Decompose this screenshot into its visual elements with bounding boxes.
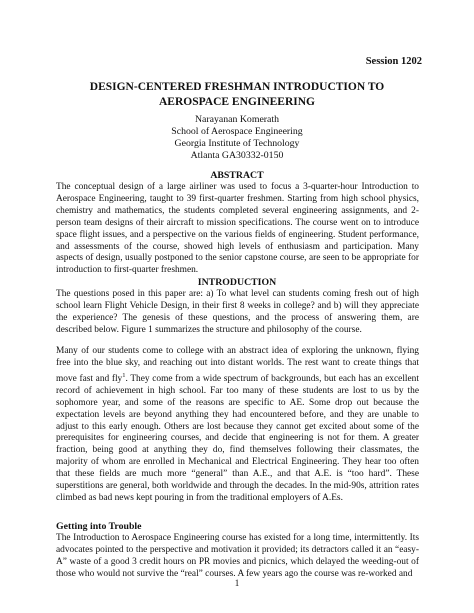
paragraph-2-text-a: Many of our students come to college with an abstract idea of exploring the unknown, flying free into the blue sky, and reaching out into distant worlds. The rest want to create things that move fast and fly xyxy=(56,346,419,384)
paragraph-2-text-b: . They come from a wide spectrum of backgrounds, but each has an excellent record of achievement in high school. Far too many of these students are lost to us by the sophomore year, and some of the reasons are specific to AE. Some drop out because the expectation levels are beyond anything they had encountered before, and they are unable to adjust to this early enough. Others are lost because they cannot get excited about some of the prerequisites for engineering courses, and decide that engineering is not for them. A greater fraction, being good at anything they do, find themselves following their classmates, the majority of whom are enrolled in Mechanical and Electrical Engineering. They hear too often that these fields are much more “general” than A.E., and that A.E. is “too hard”. These superstitions are general, both worldwide and through the decades. In the mid-90s, attrition rates climbed as bad news kept pouring in from the traditional employers of A.Es. xyxy=(56,373,419,503)
author-department: School of Aerospace Engineering xyxy=(171,126,303,137)
section-heading-getting-into-trouble: Getting into Trouble xyxy=(56,521,142,532)
introduction-paragraph-2 xyxy=(56,346,419,505)
page-number: 1 xyxy=(234,578,240,588)
footnote-reference: 1 xyxy=(122,371,126,379)
author-address: Atlanta GA30332-0150 xyxy=(190,150,284,161)
title-line-2: AEROSPACE ENGINEERING xyxy=(158,96,316,108)
paper-title xyxy=(40,80,434,110)
session-label: Session 1202 xyxy=(365,56,422,67)
author-name: Narayanan Komerath xyxy=(194,114,280,125)
title-line-1: DESIGN-CENTERED FRESHMAN INTRODUCTION TO xyxy=(89,81,385,93)
getting-into-trouble-text: The Introduction to Aerospace Engineering course has existed for a long time, intermittently. Its advocates pointed to the perspective and motivation it provided; its detractors called it an “easy-A” waste of a good 3 credit hours on PR movies and picnics, which delayed the weeding-out of those who would not survive the “real” courses. A few years ago the course was re-worked and xyxy=(56,533,419,579)
introduction-paragraph-1: The questions posed in this paper are: a) To what level can students coming fresh out of high school learn Flight Vehicle Design, in their first 8 weeks in college? and b) will they appreciate the experience? The genesis of these questions, and the process of answering them, are described below. Figure 1 summarizes the structure and philosophy of the course. xyxy=(56,289,419,335)
abstract-text: The conceptual design of a large airliner was used to focus a 3-quarter-hour Introduction to Aerospace Engineering, taught to 39 first-quarter freshmen. Starting from high school physics, chemistry and mathematics, the students completed several engineering assignments, and 2-person team designs of their aircraft to mission specifications. The course went on to introduce space flight issues, and a perspective on the various fields of engineering. Student performance, and assessments of the course, showed high levels of enthusiasm and participation. Many aspects of design, usually postponed to the senior capstone course, are seen to be appropriate for introduction to first-quarter freshmen. xyxy=(56,182,419,276)
abstract-heading: ABSTRACT xyxy=(210,170,264,181)
introduction-heading: INTRODUCTION xyxy=(197,277,277,288)
author-institution: Georgia Institute of Technology xyxy=(174,138,300,149)
author-block xyxy=(40,114,434,162)
